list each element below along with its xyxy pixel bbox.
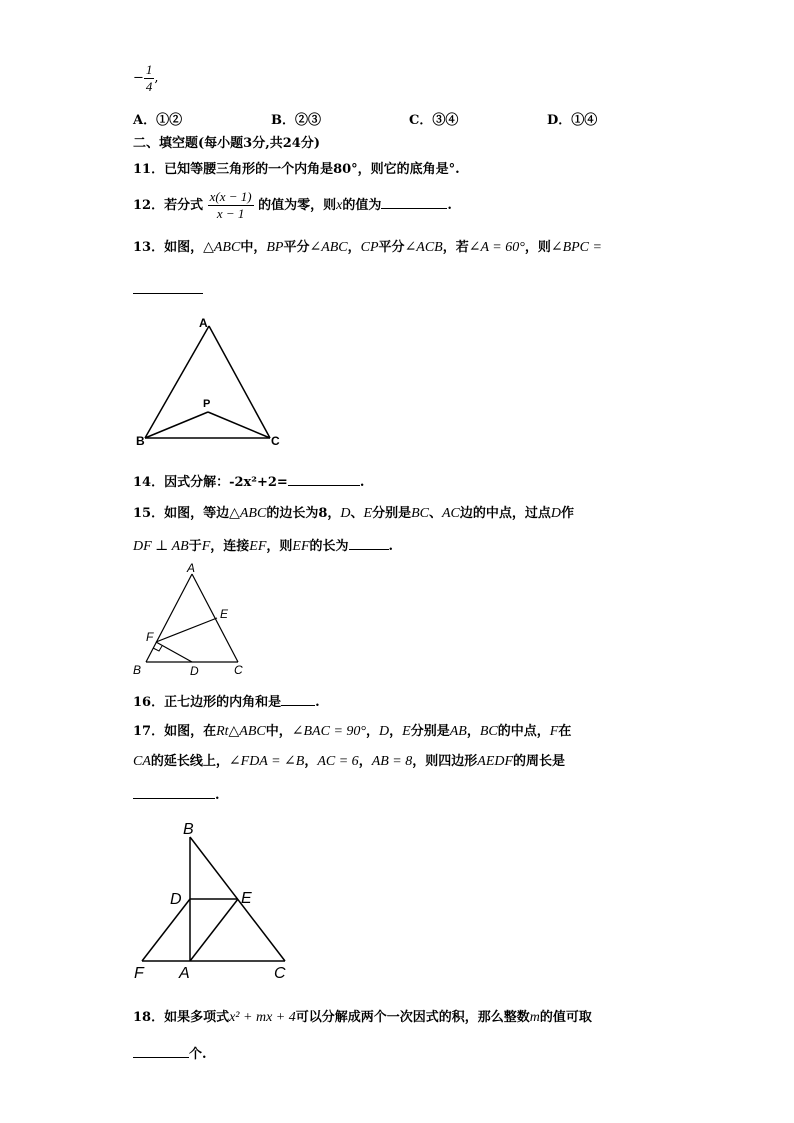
- label-a: A: [179, 965, 190, 982]
- label-e: E: [241, 890, 252, 907]
- answer-blank-17[interactable]: [133, 786, 215, 799]
- answer-blank-12[interactable]: [381, 196, 447, 209]
- answer-blank-13[interactable]: [133, 281, 203, 294]
- label-c: C: [274, 965, 286, 982]
- answer-blank-16[interactable]: [281, 693, 315, 706]
- label-c: C: [271, 434, 280, 448]
- top-fraction-line: − $\frac{1}{4}$ ,: [133, 62, 159, 94]
- label-d: D: [190, 664, 199, 678]
- option-d: D．①④: [547, 113, 598, 128]
- answer-blank-15[interactable]: [349, 537, 389, 550]
- label-b: B: [133, 663, 142, 677]
- fraction-expression: $\frac{x(x - 1)}{x - 1}$: [209, 189, 252, 221]
- question-18-line-1: 18．如果多项式x² + mx + 4可以分解成两个一次因式的积，那么整数m的值可取: [133, 1010, 592, 1025]
- label-a: A: [199, 316, 208, 330]
- question-11: 11．已知等腰三角形的一个内角是80°，则它的底角是°.: [133, 162, 460, 177]
- answer-blank-14[interactable]: [288, 473, 360, 486]
- question-14: 14．因式分解：-2x²+2= .: [133, 475, 365, 490]
- question-17-line-1: 17．如图，在Rt△ABC中，∠BAC = 90°，D，E分别是AB，BC的中点，F在: [133, 724, 572, 739]
- fraction-one-quarter: $\frac{1}{4}$: [145, 62, 153, 94]
- figure-13-triangle: [133, 312, 293, 452]
- label-e: E: [220, 607, 229, 621]
- label-f: F: [146, 630, 154, 644]
- question-15-line-1: 15．如图，等边△ABC的边长为8，D、E分别是BC、AC边的中点，过点D作: [133, 506, 575, 521]
- label-d: D: [170, 891, 182, 908]
- minus-sign: −: [133, 70, 144, 86]
- option-c: C．③④: [409, 113, 459, 128]
- question-13: 13．如图，△ABC中，BP平分∠ABC，CP平分∠ACB，若∠A = 60°，则∠BPC =: [133, 240, 602, 255]
- label-p: P: [203, 398, 211, 410]
- option-a: A．①②: [133, 113, 183, 128]
- question-18-line-2: 个.: [133, 1045, 207, 1064]
- question-17-line-3: .: [133, 786, 220, 805]
- label-c: C: [234, 663, 243, 677]
- figure-17-triangle: [130, 815, 300, 985]
- question-17-line-2: CA的延长线上，∠FDA = ∠B，AC = 6，AB = 8，则四边形AEDF的周长是: [133, 754, 566, 769]
- question-12: 12．若分式 $\frac{x(x - 1)}{x - 1}$ 的值为零，则x的值为 .: [133, 189, 452, 221]
- section-title: 二、填空题(每小题3分,共24分): [133, 136, 320, 151]
- label-b: B: [183, 821, 194, 838]
- question-16: 16．正七边形的内角和是 .: [133, 695, 320, 710]
- question-15-line-2: DF ⊥ AB于F，连接EF，则EF的长为 .: [133, 539, 394, 554]
- label-f: F: [134, 965, 144, 982]
- option-b: B．②③: [271, 113, 322, 128]
- figure-15-triangle: [130, 560, 255, 680]
- label-b: B: [136, 434, 145, 448]
- label-a: A: [187, 561, 196, 575]
- answer-blank-18[interactable]: [133, 1045, 189, 1058]
